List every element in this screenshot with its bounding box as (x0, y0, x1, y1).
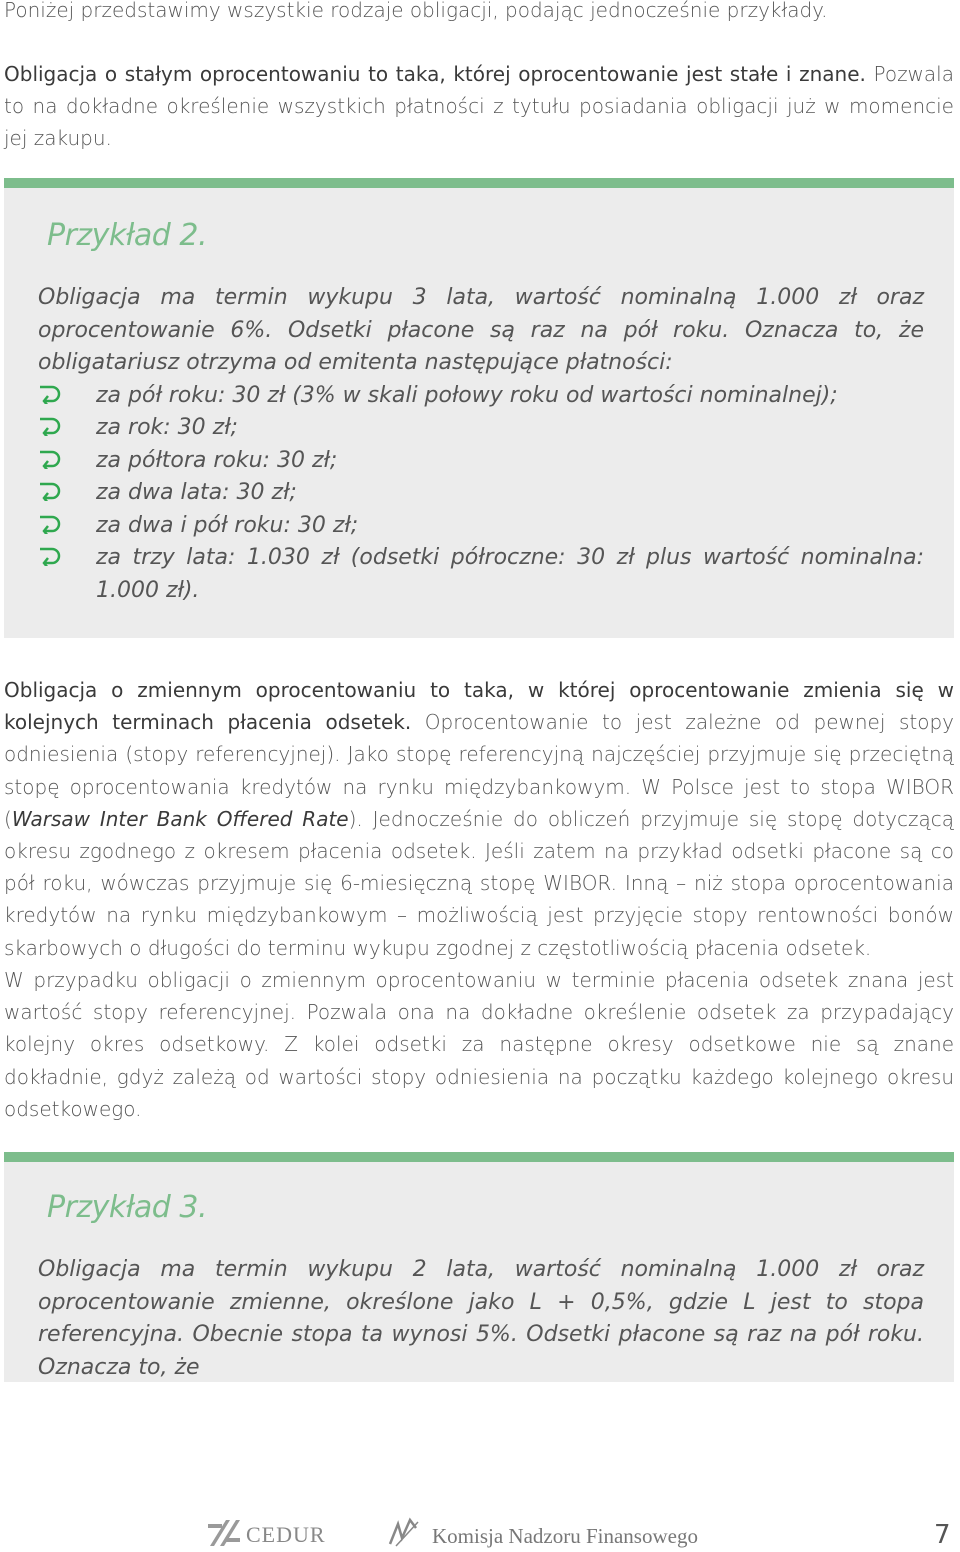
list-item-text: za trzy lata: 1.030 zł (odsetki półroczne: 30 zł plus wartość nominalna: 1.000 zł). (96, 545, 924, 603)
arrow-bullet-icon (38, 449, 62, 469)
cedur-logo-icon (206, 1516, 242, 1552)
fixed-rate-rest: Pozwala to na dokładne określenie wszystkich płatności z tytułu posiadania obligacji już w momencie jej zakupu. (4, 62, 954, 151)
variable-rate-text-1: Oprocentowanie to jest zależne od pewnej stopy odniesienia (stopy referencyjnej). Jako stopę referencyjną najczęściej przyjmuje się przeciętną stopę oprocentowania kredytów na rynku międzybankowym. W Polsce jest to stopa WIBOR ( (4, 710, 954, 831)
intro-text: Poniżej przedstawimy wszystkie rodzaje obligacji, podając jednocześnie przykłady. (4, 0, 828, 22)
list-item (38, 380, 924, 413)
example-3-body (38, 1254, 924, 1384)
list-item-text: za półtora roku: 30 zł; (96, 447, 338, 473)
knf-logo-icon (386, 1516, 422, 1552)
variable-rate-text-3: W przypadku obligacji o zmiennym oprocentowaniu w terminie płacenia odsetek znana jest wartość stopy referencyjnej. Pozwala ona na dokładne określenie odsetek za przypadający kolejny okres odsetkowy. Z kolei odsetki za następne okresy odsetkowe nie są znane dokładnie, gdyż zależą od wartości stopy odniesienia na początku każdego kolejnego okresu odsetkowego. (4, 968, 954, 1121)
list-item-text: za dwa lata: 30 zł; (96, 480, 297, 505)
example-2-body (38, 282, 924, 607)
variable-rate-lead: Obligacja o zmiennym oprocentowaniu to taka, w której oprocentowanie zmienia się w kolejnych terminach płacenia odsetek. (4, 678, 954, 735)
example-2-title: Przykład 2. (47, 218, 207, 253)
list-item (38, 477, 924, 510)
list-item-text: za dwa i pół roku: 30 zł; (96, 512, 359, 538)
list-item-text: za pół roku: 30 zł (3% w skali połowy roku od wartości nominalnej); (96, 382, 838, 408)
page-number: 7 (934, 1520, 951, 1550)
arrow-bullet-icon (38, 481, 62, 501)
fixed-rate-lead: Obligacja o stałym oprocentowaniu to taka, której oprocentowanie jest stałe i znane. (4, 62, 866, 86)
knf-logo-text: Komisja Nadzoru Finansowego (432, 1524, 698, 1548)
list-item (38, 510, 924, 543)
cedur-logo-text: CEDUR (246, 1522, 326, 1547)
example-3-title: Przykład 3. (47, 1190, 207, 1225)
list-item-text: za rok: 30 zł; (96, 415, 238, 440)
list-item (38, 445, 924, 478)
example-2-list (38, 380, 924, 608)
example-2-text: Obligacja ma termin wykupu 3 lata, wartość nominalną 1.000 zł oraz oprocentowanie 6%. Odsetki płacone są raz na pół roku. Oznacza to, że obligatariusz otrzyma od emitenta następujące płatności: (38, 285, 924, 375)
intro-paragraph (4, 0, 954, 26)
arrow-bullet-icon (38, 416, 62, 436)
list-item (38, 412, 924, 445)
arrow-bullet-icon (38, 514, 62, 534)
list-item (38, 542, 924, 607)
fixed-rate-paragraph (4, 58, 954, 155)
page-footer (0, 1510, 960, 1550)
variable-rate-text-2: ). Jednocześnie do obliczeń przyjmuje się stopę dotyczącą okresu zgodnego z okresem płacenia odsetek. Jeśli zatem na przykład odsetki płacone są co pół roku, wówczas przyjmuje się 6-miesięczną stopę WIBOR. Inną – niż stopa oprocentowania kredytów na rynku międzybankowym – możliwością jest przyjęcie stopy rentowności bonów skarbowych o długości do terminu wykupu zgodnej z częstotliwością płacenia odsetek. (4, 806, 954, 960)
example-2-box (4, 178, 954, 638)
arrow-bullet-icon (38, 546, 62, 566)
example-3-text: Obligacja ma termin wykupu 2 lata, wartość nominalną 1.000 zł oraz oprocentowanie zmienne, określone jako L + 0,5%, gdzie L jest to stopa referencyjna. Obecnie stopa ta wynosi 5%. Odsetki płacone są raz na pół roku. Oznacza to, że (38, 1257, 924, 1380)
example-3-box (4, 1152, 954, 1382)
wibor-full-name: Warsaw Inter Bank Offered Rate (11, 806, 349, 831)
variable-rate-paragraph (4, 674, 954, 964)
arrow-bullet-icon (38, 384, 62, 404)
variable-rate-paragraph-2 (4, 964, 954, 1125)
